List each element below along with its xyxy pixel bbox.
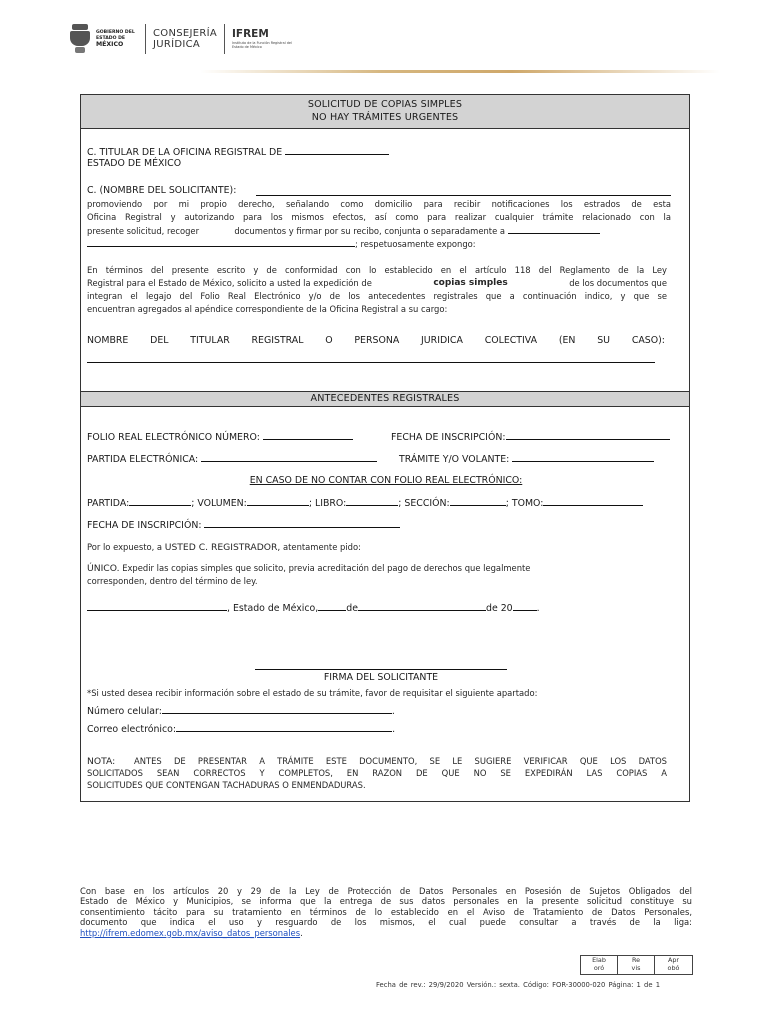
folio-real-field[interactable] (263, 431, 353, 440)
celular-row: Número celular: . (87, 706, 395, 717)
header-logos (70, 18, 296, 60)
ifrem-logo: IFREM Instituto de la Función Registral del Estado de México (232, 28, 292, 49)
reviso-cell: Re vis (618, 956, 655, 974)
celular-field[interactable] (162, 705, 392, 714)
fecha-inscripcion-field-2[interactable] (204, 519, 400, 528)
consejeria-juridica-logo: CONSEJERÍA JURÍDICA (153, 28, 218, 50)
holder-word: COLECTIVA (484, 335, 538, 346)
tramite-row: TRÁMITE Y/O VOLANTE: (399, 453, 654, 466)
volumen-field[interactable] (247, 497, 309, 506)
body-line-3: integran el legajo del Folio Real Electrónico y/o de los antecedentes registrales que a continuación indico, y que se (87, 291, 667, 301)
info-note: *Si usted desea recibir información sobre el estado de su trámite, favor de requisitar el siguiente apartado: (87, 688, 538, 698)
privacy-line-1: Con base en los artículos 20 y 29 de la Ley de Protección de Datos Personales en Posesión de Sujetos Obligados del (80, 886, 692, 896)
holder-word: O (325, 335, 333, 346)
intro-line-4: ; respetuosamente expongo: (87, 238, 476, 250)
holder-word: NOMBRE (87, 335, 129, 346)
revision-info: Fecha de rev.: 29/9/2020 Versión.: sexta. Código: FOR-30000-020 Página: 1 de 1 (376, 981, 661, 989)
signature-line[interactable] (255, 669, 507, 670)
state-shield-icon (70, 24, 90, 54)
partida-electronica-row: PARTIDA ELECTRÓNICA: (87, 453, 377, 466)
unico-line-2: corresponden, dentro del término de ley. (87, 576, 258, 586)
intro-line-3: presente solicitud, recoger documentos y firmar por su recibo, conjunta o separadamente a (87, 225, 600, 237)
form-subtitle: NO HAY TRÁMITES URGENTES (311, 111, 459, 123)
tomo-field[interactable] (543, 497, 643, 506)
header-gold-bar (200, 70, 720, 73)
seccion-field[interactable] (450, 497, 506, 506)
antecedentes-title: ANTECEDENTES REGISTRALES (310, 393, 460, 404)
authorized-person-field[interactable] (508, 225, 600, 234)
por-lo-expuesto: Por lo expuesto, a USTED C. REGISTRADOR, atentamente pido: (87, 542, 361, 553)
copias-simples-emphasis: copias simples (433, 278, 508, 288)
libro-data-row: PARTIDA: ; VOLUMEN: ; LIBRO: ; SECCIÓN: ; TOMO: (87, 497, 643, 510)
fecha-inscripcion-row: FECHA DE INSCRIPCIÓN: (391, 431, 670, 444)
holder-name-label (87, 335, 665, 347)
holder-word: SU (597, 335, 611, 346)
authorized-person-continued-field[interactable] (87, 238, 355, 247)
oficina-registral-field[interactable] (285, 146, 389, 155)
approval-table (580, 955, 693, 975)
holder-word: (EN (558, 335, 576, 346)
body-line-4: encuentran agregados al apéndice correspondiente de la Oficina Registral a su cargo: (87, 304, 448, 314)
antecedentes-band (81, 391, 689, 407)
logo-divider (145, 24, 146, 54)
libro-field[interactable] (346, 497, 398, 506)
privacy-line-4: documento que indica el uso y resguardo de los mismos, el cual puede consultar a través de la liga: (80, 917, 692, 928)
holder-word: JURIDICA (421, 335, 463, 346)
place-date-row: , Estado de México, de de 20 . (87, 602, 540, 615)
mes-field[interactable] (358, 602, 486, 611)
nota-line-3: SOLICITUDES QUE CONTENGAN TACHADURAS O ENMENDADURAS. (87, 780, 366, 790)
folio-real-row: FOLIO REAL ELECTRÓNICO NÚMERO: (87, 431, 353, 444)
privacy-line-5: http://ifrem.edomex.gob.mx/aviso_datos_personales. (80, 927, 303, 938)
addressee-line1: C. TITULAR DE LA OFICINA REGISTRAL DE (87, 146, 389, 159)
nota-line-1: NOTA: ANTES DE PRESENTAR A TRÁMITE ESTE DOCUMENTO, SE LE SUGIERE VERIFICAR QUE LOS DATOS (87, 756, 667, 767)
privacy-notice-link[interactable]: http://ifrem.edomex.gob.mx/aviso_datos_personales (80, 927, 301, 938)
privacy-notice (80, 886, 692, 938)
privacy-line-2: Estado de México y Municipios, se informa que la entrega de sus datos personales en la presente solicitud constituye su (80, 896, 692, 907)
addressee-line2: ESTADO DE MÉXICO (87, 158, 182, 169)
body-line-1: En términos del presente escrito y de conformidad con lo establecido en el artículo 118 del Reglamento de la Ley (87, 265, 667, 275)
dia-field[interactable] (318, 602, 346, 611)
fecha-inscripcion-row-2: FECHA DE INSCRIPCIÓN: (87, 519, 400, 532)
applicant-label: C. (NOMBRE DEL SOLICITANTE): (87, 185, 237, 196)
anio-field[interactable] (513, 602, 537, 611)
holder-word: REGISTRAL (251, 335, 304, 346)
form-title: SOLICITUD DE COPIAS SIMPLES (307, 99, 463, 110)
lugar-field[interactable] (87, 602, 227, 611)
applicant-name-field[interactable] (256, 195, 671, 196)
fecha-inscripcion-field[interactable] (506, 431, 670, 440)
intro-line-2: Oficina Registral y autorizando para los mismos efectos, así como para realizar cualquier trámite relacionado con la (87, 212, 671, 222)
holder-word: CASO): (631, 335, 665, 346)
elaboro-cell: Elab oró (581, 956, 618, 974)
partida-electronica-field[interactable] (201, 453, 377, 462)
privacy-line-3: consentimiento tácito para su tratamiento en términos de lo establecido en el Aviso de Tratamiento de Datos Personales, (80, 906, 692, 917)
intro-line-1: promoviendo por mi propio derecho, señalando como domicilio para recibir notificaciones los estrados de esta (87, 199, 671, 209)
firma-label: FIRMA DEL SOLICITANTE (323, 672, 439, 683)
aprobo-cell: Apr obó (667, 956, 680, 972)
holder-word: DEL (150, 335, 169, 346)
partida-field[interactable] (129, 497, 191, 506)
no-folio-heading: EN CASO DE NO CONTAR CON FOLIO REAL ELECTRÓNICO: (249, 475, 523, 486)
correo-row: Correo electrónico: . (87, 724, 396, 735)
holder-name-field[interactable] (87, 362, 655, 363)
holder-word: PERSONA (354, 335, 400, 346)
form-title-band (81, 95, 689, 129)
unico-line-1: ÚNICO. Expedir las copias simples que solicito, previa acreditación del pago de derechos que legalmente (87, 563, 531, 574)
logo-divider (224, 24, 225, 54)
request-form (80, 94, 690, 802)
gobierno-estado-mexico-logo: GOBIERNO DEL ESTADO DE MÉXICO (96, 30, 135, 48)
body-line-2: Registral para el Estado de México, solicito a usted la expedición de copias simples de los documentos que (87, 278, 667, 288)
nota-line-2: SOLICITADOS SEAN CORRECTOS Y COMPLETOS, EN RAZON DE QUE NO SE EXPEDIRÁN LAS COPIAS A (87, 768, 667, 778)
correo-field[interactable] (176, 723, 392, 732)
holder-word: TITULAR (190, 335, 230, 346)
tramite-volante-field[interactable] (512, 453, 654, 462)
